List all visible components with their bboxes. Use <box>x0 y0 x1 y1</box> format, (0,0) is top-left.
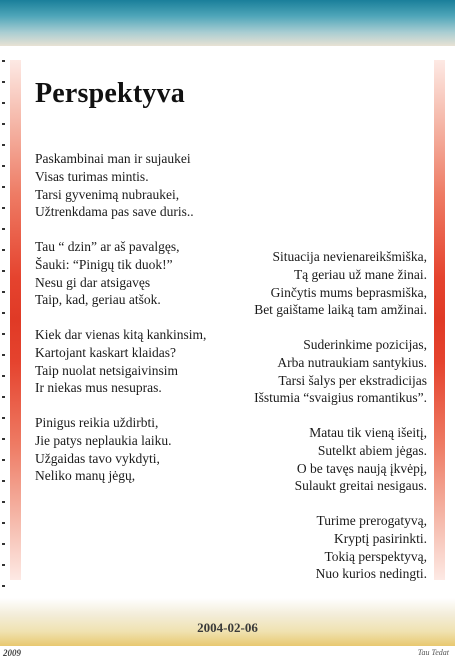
margin-tick <box>2 543 5 545</box>
margin-tick <box>2 186 5 188</box>
poem-line: Ir niekas mus nesupras. <box>35 380 162 396</box>
margin-tick <box>2 564 5 566</box>
poem-line: Tą geriau už mane žinai. <box>293 266 427 282</box>
margin-tick <box>2 354 5 356</box>
poem-line: Situacija nevienareikšmiška, <box>272 249 427 264</box>
margin-tick <box>2 501 5 503</box>
year-label: 2009 <box>3 648 21 658</box>
poem-line: Šauki: “Pinigų tik duok!” <box>35 256 173 272</box>
poem-line: Matau tik vieną išeitį, <box>309 425 427 440</box>
margin-tick <box>2 123 5 125</box>
author-signature: Tau Tedat <box>417 648 449 657</box>
right-stanza-2 <box>254 336 427 407</box>
poem-line: Pinigus reikia uždirbti, <box>35 415 159 430</box>
poem-line: Visas turimas mintis. <box>35 168 149 184</box>
left-decorative-bar <box>10 60 21 580</box>
poem-line: Kryptį pasirinkti. <box>334 530 427 546</box>
poem-line: Išstumia “svaigius romantikus”. <box>254 390 427 406</box>
margin-tick <box>2 438 5 440</box>
margin-tick <box>2 417 5 419</box>
left-stanza-2 <box>35 238 180 309</box>
margin-tick <box>2 333 5 335</box>
margin-tick <box>2 291 5 293</box>
margin-tick <box>2 312 5 314</box>
poem-line: Jie patys neplaukia laiku. <box>35 432 172 448</box>
poem-line: Tarsi gyvenimą nubraukei, <box>35 186 180 202</box>
poem-line: Tarsi šalys per ekstradicijas <box>278 372 427 388</box>
margin-tick <box>2 396 5 398</box>
left-stanza-4 <box>35 414 171 485</box>
poem-line: O be tavęs naują įkvėpį, <box>296 460 427 476</box>
margin-tick <box>2 375 5 377</box>
poem-line: Tokią perspektyvą, <box>324 548 427 564</box>
poem-line: Taip, kad, geriau atšok. <box>35 292 161 308</box>
right-stanza-4 <box>316 512 427 583</box>
poem-title: Perspektyva <box>35 78 185 109</box>
right-stanza-1 <box>254 248 427 319</box>
poem-line: Ginčytis mums beprasmiška, <box>270 284 427 300</box>
poem-line: Tau “ dzin” ar aš pavalgęs, <box>35 239 180 254</box>
poem-line: Kiek dar vienas kitą kankinsim, <box>35 327 207 342</box>
margin-tick <box>2 102 5 104</box>
margin-tick <box>2 81 5 83</box>
margin-tick <box>2 249 5 251</box>
poem-line: Kartojant kaskart klaidas? <box>35 344 176 360</box>
margin-tick <box>2 60 5 62</box>
poem-line: Sutelkt abiem jėgas. <box>317 442 427 458</box>
poem-date: 2004-02-06 <box>197 620 258 635</box>
left-stanza-3 <box>35 326 206 397</box>
poem-line: Neliko manų jėgų, <box>35 468 136 484</box>
poem-line: Suderinkime pozicijas, <box>303 337 427 352</box>
margin-tick <box>2 585 5 587</box>
poem-line: Arba nutraukiam santykius. <box>277 354 427 370</box>
top-header-band <box>0 0 455 46</box>
poem-line: Taip nuolat netsigaivinsim <box>35 362 179 378</box>
poem-line: Nuo kurios nedingti. <box>315 566 427 582</box>
right-decorative-bar <box>434 60 445 580</box>
poem-line: Turime prerogatyvą, <box>316 513 427 528</box>
margin-tick <box>2 144 5 146</box>
right-stanza-3 <box>295 424 427 495</box>
poem-line: Užtrenkdama pas save duris.. <box>35 204 194 220</box>
left-stanza-1 <box>35 150 194 221</box>
poem-line: Sulaukt greitai nesigaus. <box>294 478 427 494</box>
margin-tick <box>2 228 5 230</box>
poem-line: Nesu gi dar atsigavęs <box>35 274 151 290</box>
margin-tick-marks <box>0 60 8 620</box>
margin-tick <box>2 480 5 482</box>
margin-tick <box>2 459 5 461</box>
margin-tick <box>2 207 5 209</box>
poem-line: Paskambinai man ir sujaukei <box>35 151 191 166</box>
margin-tick <box>2 165 5 167</box>
poem-line: Bet gaištame laiką tam amžinai. <box>254 302 427 318</box>
margin-tick <box>2 270 5 272</box>
poem-line: Užgaidas tavo vykdyti, <box>35 450 160 466</box>
margin-tick <box>2 522 5 524</box>
